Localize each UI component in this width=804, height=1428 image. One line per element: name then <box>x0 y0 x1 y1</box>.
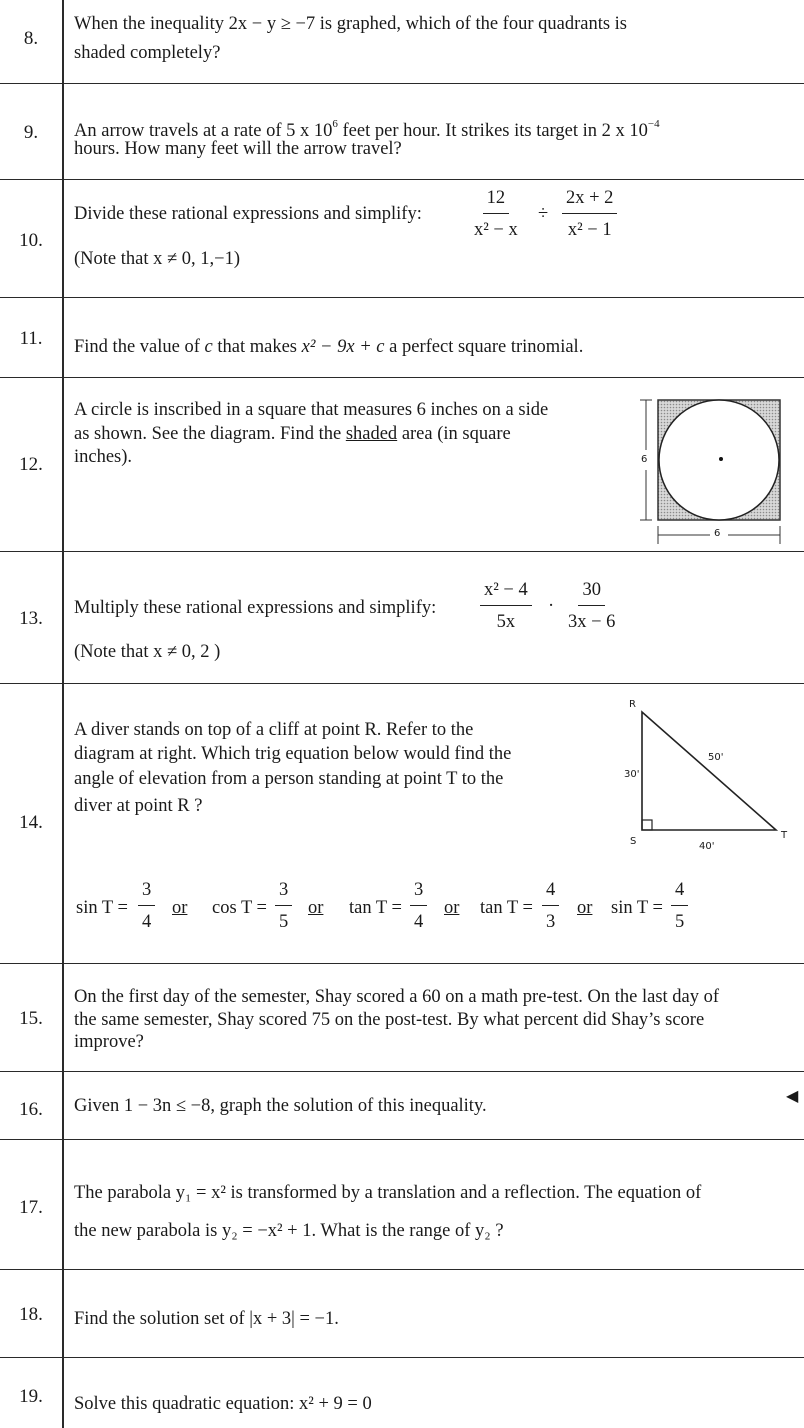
option-fraction: $\frac{4}{5}$ <box>671 880 688 933</box>
question-number: 19. <box>19 1386 43 1407</box>
side-length-RT: 50' <box>708 752 724 763</box>
question-row-12 <box>0 378 804 552</box>
question-line: the same semester, Shay scored 75 on the post-test. By what percent did Shay’s score <box>74 1010 705 1030</box>
question-line: diagram at right. Which trig equation below would find the <box>74 744 512 764</box>
inscribed-circle <box>659 400 779 520</box>
divide-operator: ÷ <box>538 204 549 224</box>
option-fn: tan T = <box>480 898 533 918</box>
question-line: A circle is inscribed in a square that measures 6 inches on a side <box>74 400 549 420</box>
or-separator: or <box>172 898 188 918</box>
question-number: 16. <box>19 1099 43 1120</box>
right-triangle <box>642 712 776 830</box>
or-separator: or <box>577 898 593 918</box>
question-number: 13. <box>19 608 43 629</box>
question-line: Find the value of c that makes x² − 9x + c a perfect square trinomial. <box>74 337 584 357</box>
option-fraction: $\frac{4}{3}$ <box>542 880 559 933</box>
question-line: angle of elevation from a person standing at point T to the <box>74 769 504 789</box>
question-row-13 <box>0 552 804 684</box>
question-line: Solve this quadratic equation: x² + 9 = 0 <box>74 1394 372 1414</box>
question-number: 12. <box>19 454 43 475</box>
question-line: diver at point R ? <box>74 796 203 816</box>
question-row-8 <box>0 0 804 84</box>
dimension-label-bottom: 6 <box>714 528 721 539</box>
circle-in-square-diagram <box>630 394 790 552</box>
fraction-2: $\frac{2x + 2}{\text{x² − 1}}$ <box>562 188 617 241</box>
question-line: A diver stands on top of a cliff at point R. Refer to the <box>74 720 474 740</box>
right-angle-marker <box>642 820 652 830</box>
question-line: the new parabola is y₂ = −x² + 1. What is the range of y₂ ? <box>74 1221 504 1241</box>
question-note: (Note that x ≠ 0, 2 ) <box>74 642 221 662</box>
question-line: improve? <box>74 1032 144 1052</box>
question-number: 18. <box>19 1304 43 1325</box>
question-note: (Note that x ≠ 0, 1,−1) <box>74 249 240 269</box>
option-fn: tan T = <box>349 898 402 918</box>
question-row-9 <box>0 84 804 180</box>
vertex-label-T: T <box>781 830 788 841</box>
question-number: 11. <box>19 328 43 349</box>
question-row-19 <box>0 1358 804 1428</box>
option-fn: sin T = <box>76 898 128 918</box>
question-line: On the first day of the semester, Shay scored a 60 on a math pre-test. On the last day of <box>74 987 720 1007</box>
question-number: 14. <box>19 812 43 833</box>
or-separator: or <box>308 898 324 918</box>
question-line: inches). <box>74 447 133 467</box>
question-line: An arrow travels at a rate of 5 x $10^6$ feet per hour. It strikes its target in 2 x $10^{-4}$ <box>74 118 660 141</box>
question-row-15 <box>0 964 804 1072</box>
question-line: Find the solution set of |x + 3| = −1. <box>74 1309 339 1329</box>
fraction-1: $\frac{\text{x² − 4}}{5x}$ <box>480 580 532 633</box>
question-number: 9. <box>23 122 39 143</box>
cliff-triangle-diagram <box>620 698 800 848</box>
or-separator: or <box>444 898 460 918</box>
question-prompt: Multiply these rational expressions and simplify: <box>74 598 437 618</box>
fraction-1: $\frac{12}{\text{x² − x}}$ <box>474 188 518 240</box>
question-number: 17. <box>19 1197 43 1218</box>
option-fn: sin T = <box>611 898 663 918</box>
vertex-label-S: S <box>630 836 637 847</box>
dimension-label-side: 6 <box>641 454 648 465</box>
question-line: The parabola y₁ = x² is transformed by a translation and a reflection. The equation of <box>74 1183 702 1203</box>
vertex-label-R: R <box>629 699 636 710</box>
option-fraction: $\frac{3}{5}$ <box>275 880 292 933</box>
side-length-RS: 30' <box>624 769 640 780</box>
option-fraction: $\frac{3}{4}$ <box>138 880 155 933</box>
question-row-11 <box>0 298 804 378</box>
arrow-left-icon: ◀ <box>786 1086 799 1105</box>
question-line: When the inequality 2x − y ≥ −7 is graphed, which of the four quadrants is <box>74 14 628 34</box>
question-row-18 <box>0 1270 804 1358</box>
option-fraction: $\frac{3}{4}$ <box>410 880 427 933</box>
question-number: 10. <box>19 230 43 251</box>
option-fn: cos T = <box>212 898 267 918</box>
question-line: shaded completely? <box>74 43 221 63</box>
question-row-14 <box>0 684 804 964</box>
fraction-2: $\frac{30}{3x - 6}$ <box>568 580 616 632</box>
question-prompt: Divide these rational expressions and simplify: <box>74 204 422 224</box>
question-number: 8. <box>23 28 39 49</box>
center-dot <box>719 457 723 461</box>
side-length-ST: 40' <box>699 841 715 852</box>
question-number: 15. <box>19 1008 43 1029</box>
question-line: as shown. See the diagram. Find the shaded area (in square <box>74 424 511 444</box>
question-row-16 <box>0 1072 804 1140</box>
question-line: Given 1 − 3n ≤ −8, graph the solution of this inequality. <box>74 1096 487 1116</box>
multiply-operator: · <box>548 596 555 616</box>
question-line: hours. How many feet will the arrow travel? <box>74 139 402 159</box>
question-row-17 <box>0 1140 804 1270</box>
question-row-10 <box>0 180 804 298</box>
